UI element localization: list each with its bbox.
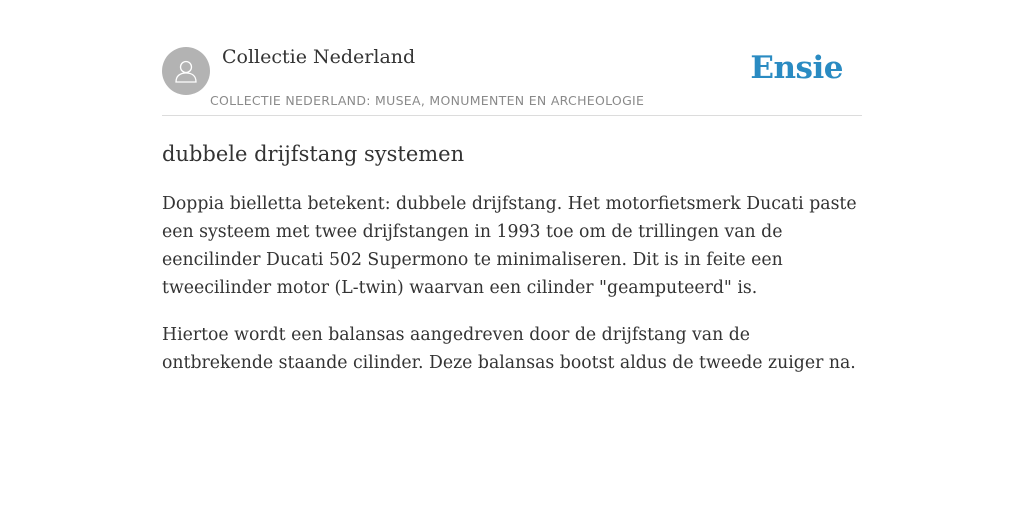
author-name[interactable]: Collectie Nederland (222, 46, 416, 68)
ensie-logo[interactable]: Ensie (750, 50, 843, 86)
category-link[interactable]: COLLECTIE NEDERLAND: MUSEA, MONUMENTEN EN ARCHEOLOGIE (210, 93, 645, 108)
article-title: dubbele drijfstang systemen (162, 142, 465, 166)
user-silhouette-icon (172, 57, 200, 85)
article-paragraph-1: Doppia bielletta betekent: dubbele drijfstang. Het motorfietsmerk Ducati paste een systeem met twee drijfstangen in 1993 toe om de trillingen van de eencilinder Ducati 502 Supermono te minimaliseren. Dit is in feite een tweecilinder motor (L-twin) waarvan een cilinder "geamputeerd" is. (162, 194, 857, 298)
author-avatar[interactable] (162, 47, 210, 95)
article-header (162, 0, 862, 116)
article-page (162, 0, 862, 377)
article-paragraph-2: Hiertoe wordt een balansas aangedreven door de drijfstang van de ontbrekende staande cilinder. Deze balansas bootst aldus de tweede zuiger na. (162, 325, 856, 373)
